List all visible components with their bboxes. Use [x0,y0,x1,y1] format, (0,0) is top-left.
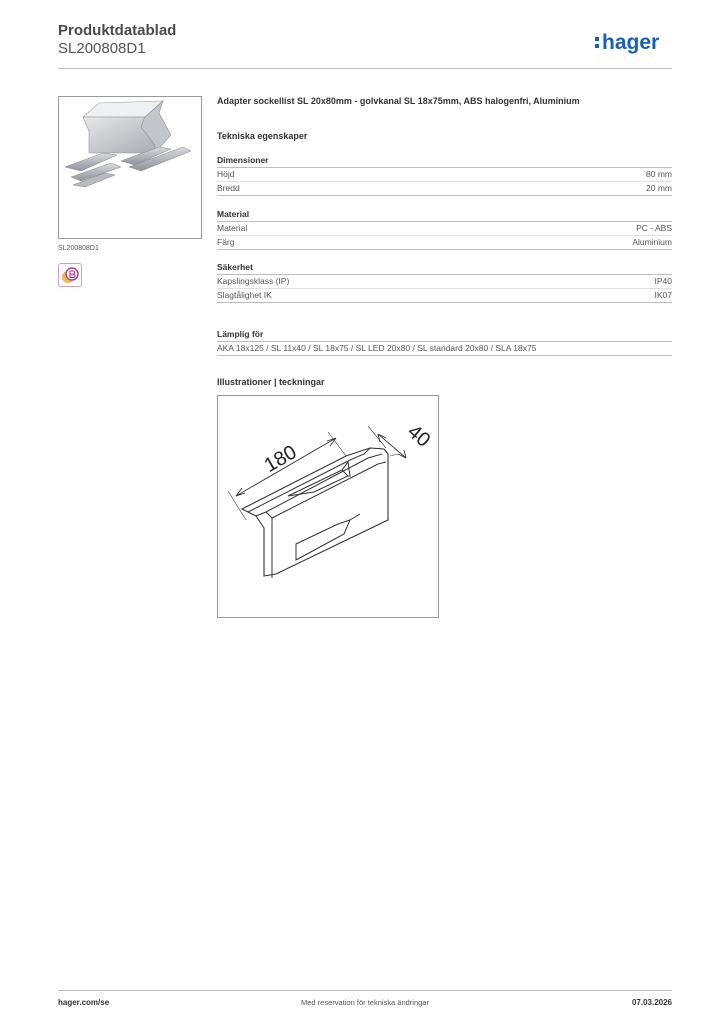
product-image [58,96,202,239]
spec-label: Färg [217,237,235,247]
group-title: Säkerhet [217,262,672,275]
illustrations-heading: Illustrationer | teckningar [217,377,325,387]
group-title: Material [217,209,672,222]
footer-date: 07.03.2026 [631,998,672,1007]
tech-specs-heading: Tekniska egenskaper [217,131,308,141]
spec-group-dimensions [217,155,672,196]
suitable-title: Lämplig för [217,329,672,342]
spec-row [217,289,672,303]
footer-notice: Med reservation för tekniska ändringar [301,998,429,1007]
halogen-free-badge-icon [58,263,82,287]
spec-group-material [217,209,672,250]
dimension-length-label: 180 [260,441,301,477]
document-title: Produktdatablad [58,22,177,39]
logo-text: hager [602,31,660,54]
spec-value: IK07 [654,290,672,300]
suitable-for-section [217,329,672,356]
header [58,22,176,58]
footer-divider [58,990,672,991]
spec-label: Bredd [217,183,240,193]
suitable-list: AKA 18x125 / SL 11x40 / SL 18x75 / SL LED 20x80 / SL standard 20x80 / SLA 18x75 [217,342,672,356]
spec-label: Slagtålighet IK [217,290,272,300]
dimension-width-label: 40 [403,420,435,452]
hager-logo [594,28,674,56]
spec-row [217,168,672,182]
technical-drawing [217,395,439,618]
product-code: SL200808D1 [58,40,146,57]
spec-label: Höjd [217,169,235,179]
product-name: Adapter sockellist SL 20x80mm - golvkanal SL 18x75mm, ABS halogenfri, Aluminium [217,96,580,106]
header-divider [58,68,672,69]
spec-row [217,236,672,250]
spec-label: Material [217,223,248,233]
footer-website-link[interactable]: hager.com/se [58,998,110,1007]
spec-row [217,275,672,289]
spec-row [217,222,672,236]
spec-value: Aluminium [632,237,672,247]
spec-group-safety [217,262,672,303]
spec-value: 80 mm [646,169,672,179]
spec-value: IP40 [654,276,672,286]
group-title: Dimensioner [217,155,672,168]
spec-row [217,182,672,196]
spec-value: PC - ABS [636,223,672,233]
spec-value: 20 mm [646,183,672,193]
spec-label: Kapslingsklass (IP) [217,276,290,286]
image-caption: SL200808D1 [58,245,99,252]
